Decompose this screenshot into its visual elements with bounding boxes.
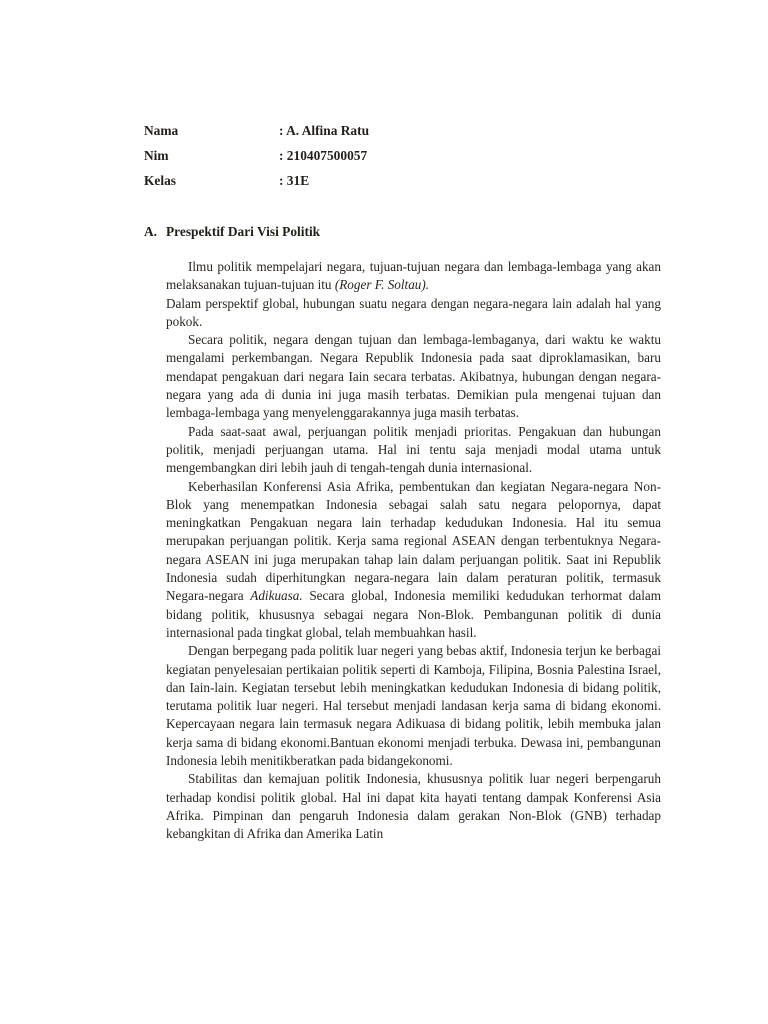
adikuasa-emphasis: Adikuasa. (250, 588, 303, 604)
paragraph-1-text: Ilmu politik mempelajari negara, tujuan-tujuan negara dan lembaga-lembaga yang akan melaksanakan tujuan-tujuan itu (166, 259, 661, 293)
paragraph-5-text-a: Keberhasilan Konferensi Asia Afrika, pembentukan dan kegiatan Negara-negara Non-Blok yang menempatkan Indonesia sebagai salah satu negara pelopornya, dapat meningkatkan Pengakuan negara lain terhadap kedudukan Indonesia. Hal itu semua merupakan perjuangan politik. Kerja sama regional ASEAN dengan terbentuknya Negara-negara ASEAN ini juga merupakan tahap lain dalam perjuangan politik. Saat ini Republik Indonesia sudah diperhitungkan negara-negara lain dalam peraturan politik, termasuk Negara-negara (166, 478, 661, 604)
section-title: Prespektif Dari Visi Politik (166, 224, 321, 239)
paragraph-1 (166, 258, 661, 295)
paragraph-5-text-b: Secara global, Indonesia memiliki kedudukan terhormat dalam bidang politik, khususnya sebagai negara Non-Blok. Pembangunan politik di dunia internasional pada tingkat global, telah membuahkan hasil. (166, 588, 661, 640)
kelas-label: Kelas (144, 173, 176, 188)
nama-label: Nama (144, 123, 179, 138)
section-marker: A. (144, 224, 158, 239)
body-text (166, 258, 661, 844)
paragraph-7: Stabilitas dan kemajuan politik Indonesia, khususnya politik luar negeri berpengaruh terhadap kondisi politik global. Hal ini dapat kita hayati tentang dampak Konferensi Asia Afrika. Pimpinan dan pengaruh Indonesia dalam gerakan Non-Blok (GNB) terhadap kebangkitan di Afrika dan Amerika Latin (166, 771, 661, 842)
kelas-value: : 31E (279, 173, 310, 188)
paragraph-3: Secara politik, negara dengan tujuan dan lembaga-lembaganya, dari waktu ke waktu mengalami perkembangan. Negara Republik Indonesia pada saat diproklamasikan, baru mendapat pengakuan dari negara Iain secara terbatas. Akibatnya, hubungan dengan negara-negara yang ada di dunia ini juga masih terbatas. Demikian pula mengenai tujuan dan lembaga-lembaga yang menyelenggarakannya juga masih terbatas. (166, 332, 661, 421)
paragraph-6: Dengan berpegang pada politik luar negeri yang bebas aktif, Indonesia terjun ke berbagai kegiatan penyelesaian pertikaian politik seperti di Kamboja, Filipina, Bosnia Palestina Israel, dan Iain-lain. Kegiatan tersebut lebih meningkatkan kedudukan Indonesia di bidang politik, terutama politik luar negeri. Hal tersebut menjadi landasan kerja sama di bidang ekonomi. Kepercayaan negara lain termasuk negara Adikuasa di bidang politik, lebih membuka jalan kerja sama di bidang ekonomi.Bantuan ekonomi menjadi terbuka. Dewasa ini, pembangunan Indonesia lebih menitikberatkan pada bidangekonomi. (166, 643, 661, 769)
nim-value: : 210407500057 (279, 148, 368, 163)
paragraph-4: Pada saat-saat awal, perjuangan politik menjadi prioritas. Pengakuan dan hubungan politik, menjadi perjuangan utama. Hal ini tentu saja menjadi modal utama untuk mengembangkan diri lebih jauh di tengah-tengah dunia internasional. (166, 423, 661, 476)
nama-value: : A. Alfina Ratu (279, 123, 370, 138)
nim-label: Nim (144, 148, 169, 163)
paragraph-5 (166, 478, 661, 643)
section-heading (144, 223, 320, 241)
paragraph-2: Dalam perspektif global, hubungan suatu negara dengan negara-negara lain adalah hal yang pokok. (166, 295, 661, 329)
citation: (Roger F. Soltau). (334, 277, 430, 293)
